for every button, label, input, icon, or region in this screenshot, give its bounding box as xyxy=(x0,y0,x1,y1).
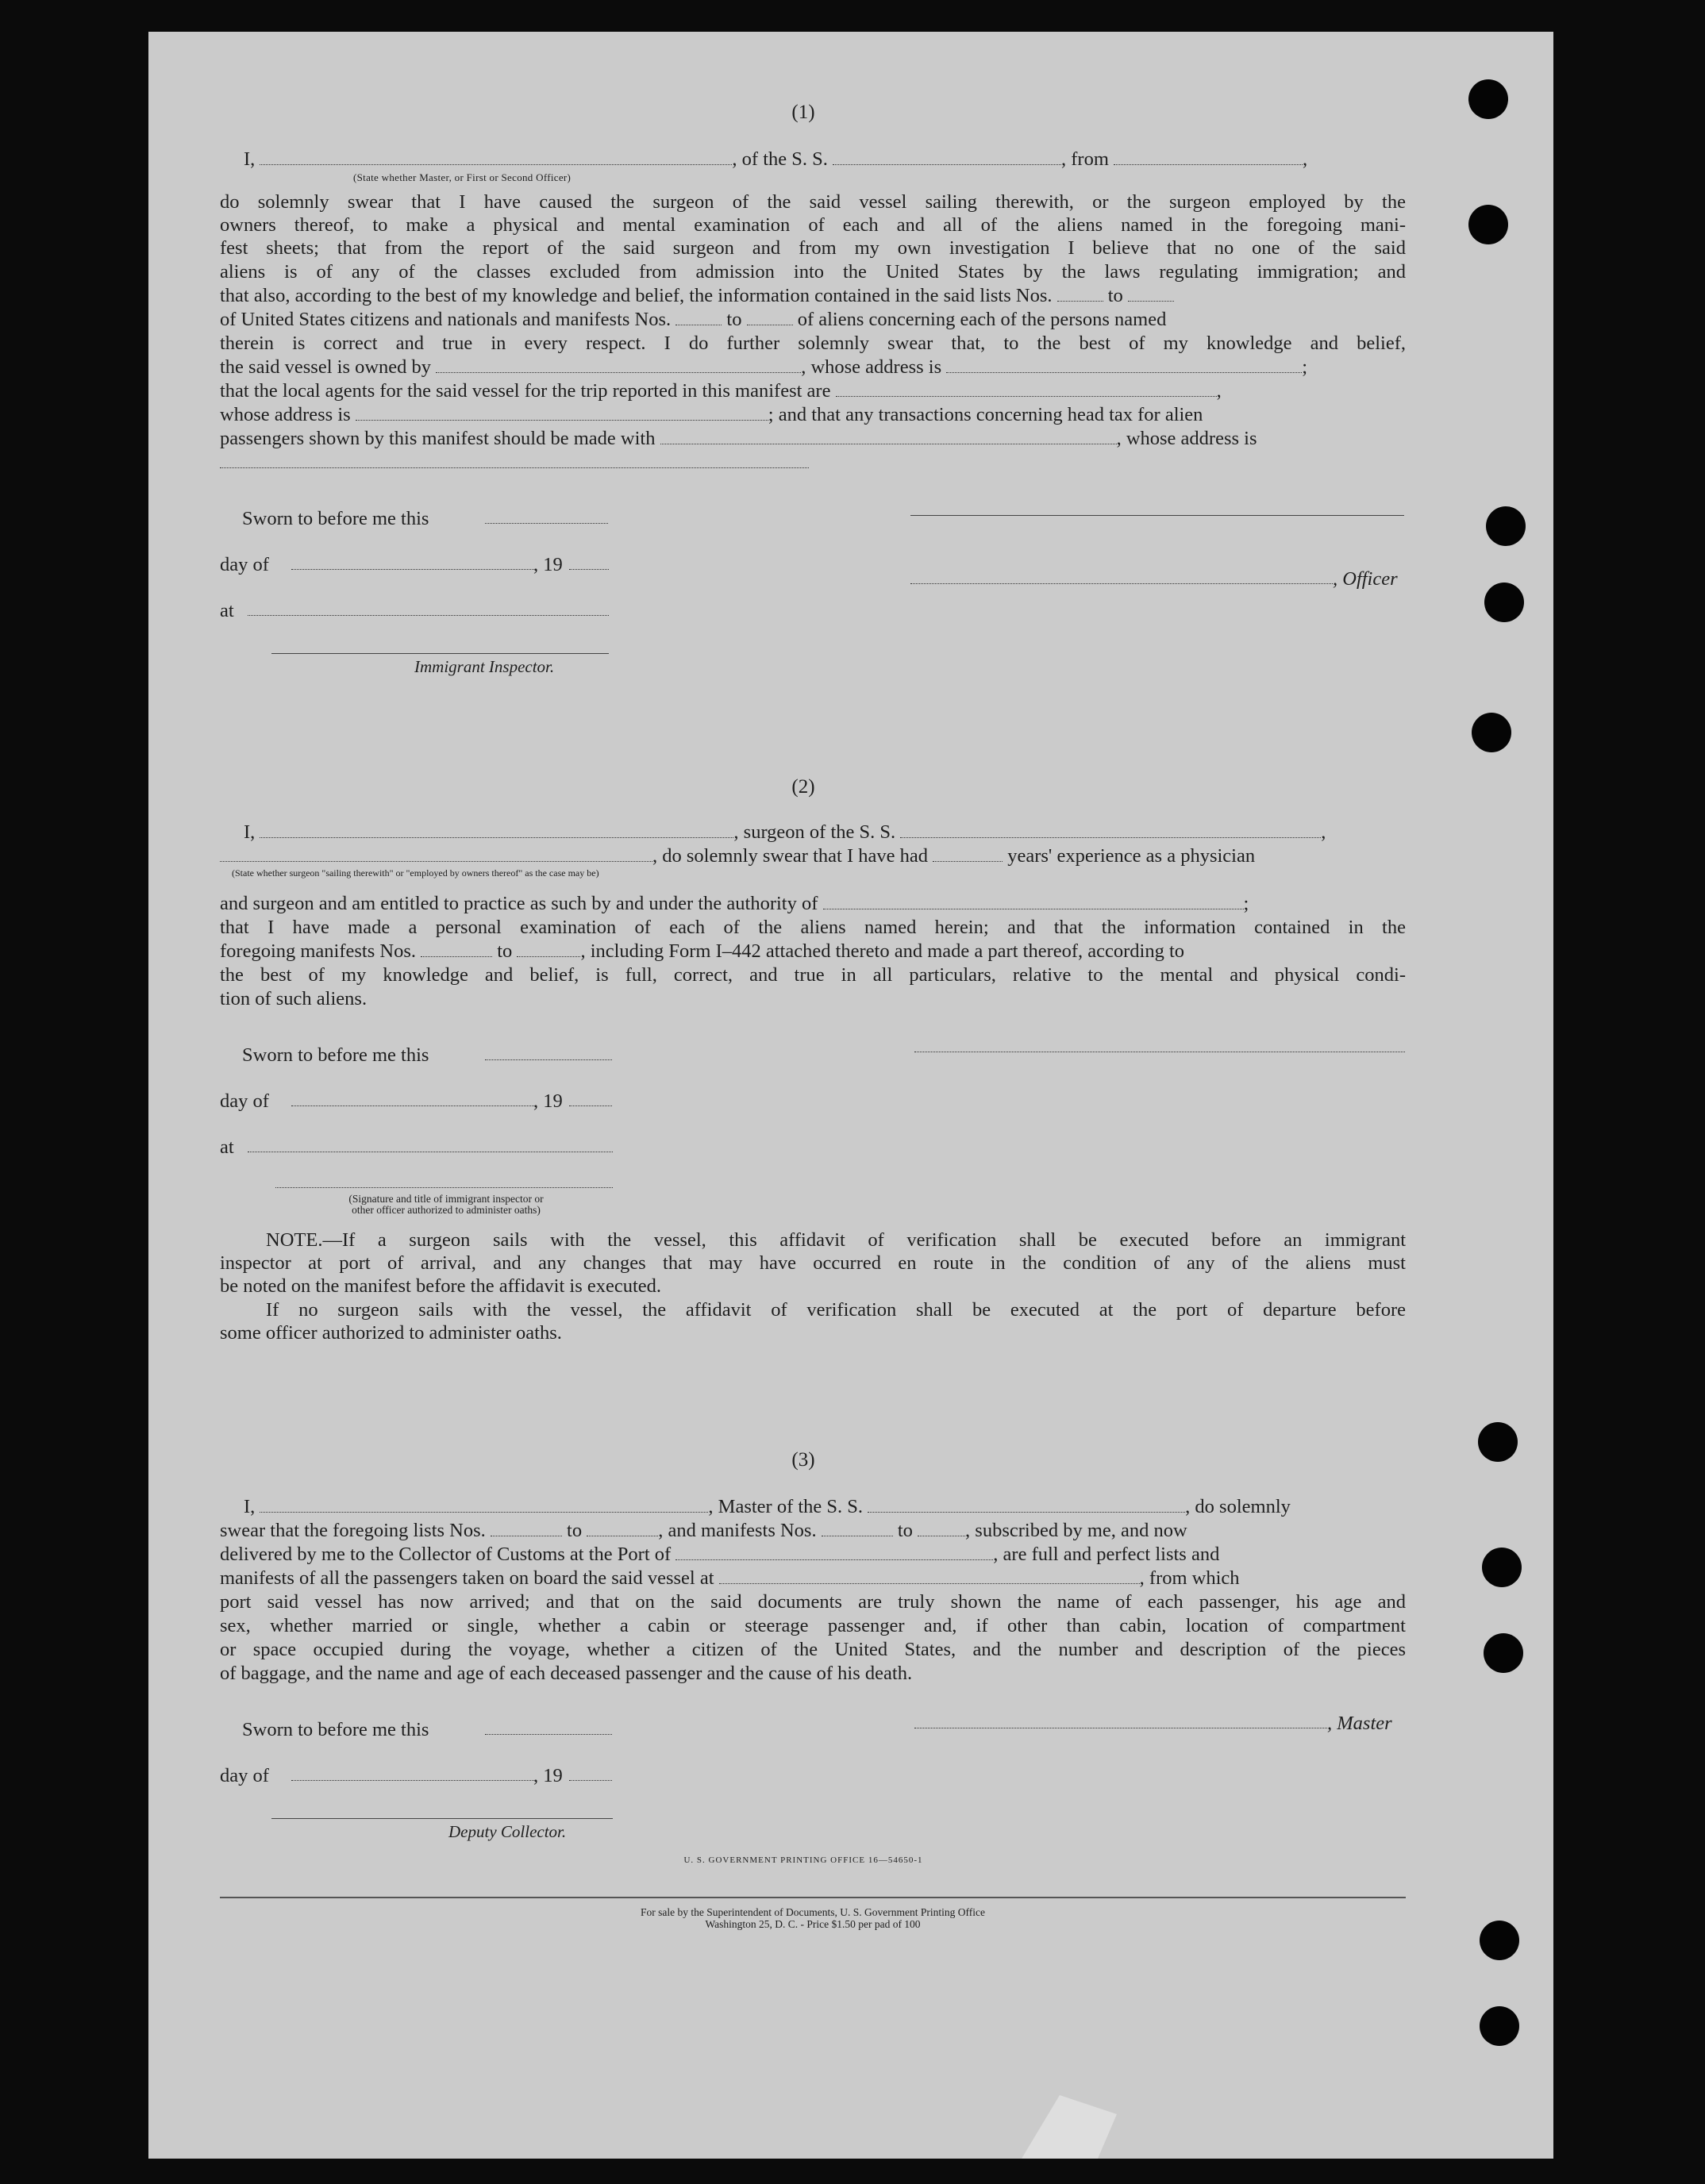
s1-headtax-address-blank[interactable] xyxy=(220,467,809,468)
s3-l2-c: , and manifests Nos. xyxy=(658,1520,817,1541)
s2-line-5 xyxy=(220,940,1406,963)
s3-line-7: or space occupied during the voyage, whether a citizen of the United States, and the number and description of the pieces xyxy=(220,1639,1406,1660)
s1-agents-address-blank[interactable] xyxy=(356,406,768,421)
s2-l3-a: and surgeon and am entitled to practice as such by and under the authority of xyxy=(220,893,818,914)
punch-hole xyxy=(1480,2006,1519,2046)
s1-line-6 xyxy=(220,284,1406,308)
s1-manifests-from-blank[interactable] xyxy=(675,310,722,325)
s2-state-note: (State whether surgeon "sailing therewith" or "employed by owners thereof" as the case may be) xyxy=(232,867,599,879)
s1-line-1 xyxy=(220,148,1406,171)
s2-l5-b: to xyxy=(497,940,513,962)
s3-l3-a: delivered by me to the Collector of Customs at the Port of xyxy=(220,1544,672,1565)
s3-master-label: , Master xyxy=(1327,1713,1392,1734)
s1-year-label: , 19 xyxy=(533,554,563,575)
s1-line-10 xyxy=(220,379,1406,403)
s3-collector-label: Deputy Collector. xyxy=(448,1822,567,1841)
s3-ship-blank[interactable] xyxy=(868,1498,1185,1513)
punch-hole xyxy=(1478,1422,1518,1462)
s2-inspector-signature-line[interactable] xyxy=(275,1186,613,1188)
punch-hole xyxy=(1480,1921,1519,1960)
s2-day-of-label: day of xyxy=(220,1090,269,1112)
note-line-5: some officer authorized to administer oaths. xyxy=(220,1322,562,1344)
s2-line-4: that I have made a personal examination of each of the aliens named herein; and that the information contained in the xyxy=(220,917,1406,938)
s2-manifests-from-blank[interactable] xyxy=(421,942,492,957)
sale-line-1: For sale by the Superintendent of Documents, U. S. Government Printing Office xyxy=(641,1906,985,1918)
s3-line-2 xyxy=(220,1519,1406,1543)
s1-agents-blank[interactable] xyxy=(836,382,1217,397)
s3-sworn-label: Sworn to before me this xyxy=(242,1719,429,1740)
s3-l2-e: , subscribed by me, and now xyxy=(965,1520,1187,1541)
s1-year-blank[interactable] xyxy=(569,568,609,570)
s1-inspector-label: Immigrant Inspector. xyxy=(414,657,555,676)
s1-sworn-label: Sworn to before me this xyxy=(242,508,429,529)
s2-year-label: , 19 xyxy=(533,1090,563,1112)
s1-at-blank[interactable] xyxy=(248,614,609,616)
note-line-4: If no surgeon sails with the vessel, the affidavit of verification shall be executed at the port of departure before xyxy=(266,1299,1406,1321)
s1-l1-b: , of the S. S. xyxy=(732,148,828,170)
s1-l12-a: passengers shown by this manifest should be made with xyxy=(220,428,656,449)
s1-l11-a: whose address is xyxy=(220,404,351,425)
punch-hole xyxy=(1482,1548,1522,1587)
s1-lists-to-blank[interactable] xyxy=(1128,286,1174,302)
s1-l7-a: of United States citizens and nationals and manifests Nos. xyxy=(220,309,672,330)
s1-line-2: do solemnly swear that I have caused the surgeon of the said vessel sailing therewith, or the surgeon employed by the xyxy=(220,191,1406,213)
s2-l2-a: , do solemnly swear that I have had xyxy=(652,845,928,867)
s1-signature-line[interactable] xyxy=(910,514,1404,516)
s2-l1-a: I, xyxy=(244,821,256,843)
s1-at-label: at xyxy=(220,600,234,621)
s1-l12-b: , whose address is xyxy=(1116,428,1257,449)
s2-manifests-to-blank[interactable] xyxy=(517,942,580,957)
s1-l1-c: , from xyxy=(1061,148,1109,170)
s3-line-5: port said vessel has now arrived; and that on the said documents are truly shown the name of each passenger, his age and xyxy=(220,1591,1406,1613)
s2-line-1 xyxy=(220,821,1406,844)
s1-l10-b: , xyxy=(1216,380,1222,402)
s3-l1-a: I, xyxy=(244,1496,256,1517)
punch-hole xyxy=(1486,506,1526,546)
s2-line-3 xyxy=(220,892,1406,916)
s1-line-12 xyxy=(220,427,1406,451)
s1-rank-blank[interactable] xyxy=(260,150,732,165)
s1-owner-blank[interactable] xyxy=(436,358,801,373)
s2-authority-blank[interactable] xyxy=(823,894,1244,909)
s1-line-3: owners thereof, to make a physical and mental examination of each and all of the aliens named in the foregoing mani- xyxy=(220,214,1406,236)
s1-l11-b: ; and that any transactions concerning head tax for alien xyxy=(768,404,1203,425)
s1-line-5: aliens is of any of the classes excluded from admission into the United States by the laws regulating immigration; and xyxy=(220,261,1406,283)
s2-sworn-label: Sworn to before me this xyxy=(242,1044,429,1066)
s2-ship-blank[interactable] xyxy=(900,823,1321,838)
s3-lists-to-blank[interactable] xyxy=(587,1521,658,1536)
s1-ship-blank[interactable] xyxy=(833,150,1061,165)
printer-imprint: U. S. GOVERNMENT PRINTING OFFICE 16—54650-1 xyxy=(683,1855,923,1865)
s3-boarded-at-blank[interactable] xyxy=(719,1569,1140,1584)
s2-at-blank[interactable] xyxy=(248,1151,613,1152)
punch-hole xyxy=(1472,713,1511,752)
s3-lists-from-blank[interactable] xyxy=(491,1521,562,1536)
s2-at-label: at xyxy=(220,1136,234,1158)
s3-l2-a: swear that the foregoing lists Nos. xyxy=(220,1520,486,1541)
s1-l9-a: the said vessel is owned by xyxy=(220,356,432,378)
s3-manifests-from-blank[interactable] xyxy=(822,1521,893,1536)
s1-l7-c: of aliens concerning each of the persons named xyxy=(797,309,1167,330)
s3-master-signature-blank[interactable] xyxy=(914,1727,1327,1728)
s1-l9-b: , whose address is xyxy=(801,356,942,378)
s1-line-4: fest sheets; that from the report of the said surgeon and from my own investigation I believe that no one of the said xyxy=(220,237,1406,259)
s3-l1-b: , Master of the S. S. xyxy=(708,1496,864,1517)
s2-l5-c: , including Form I–442 attached thereto and made a part thereof, according to xyxy=(580,940,1185,962)
s2-status-blank[interactable] xyxy=(220,847,652,862)
s3-line-6: sex, whether married or single, whether a cabin or steerage passenger and, if other than cabin, location of compartment xyxy=(220,1615,1406,1636)
s2-sig-note-1: (Signature and title of immigrant inspector or xyxy=(348,1193,544,1205)
s1-manifests-to-blank[interactable] xyxy=(747,310,793,325)
footer-rule xyxy=(220,1897,1406,1898)
s3-master-blank[interactable] xyxy=(260,1498,708,1513)
s1-sworn-blank[interactable] xyxy=(485,522,608,524)
s2-surgeon-blank[interactable] xyxy=(260,823,733,838)
s3-l1-c: , do solemnly xyxy=(1185,1496,1291,1517)
paper-tear xyxy=(1022,2095,1117,2159)
sale-line-2: Washington 25, D. C. - Price $1.50 per pad of 100 xyxy=(705,1918,921,1930)
s1-line-11 xyxy=(220,403,1406,427)
s3-l2-d: to xyxy=(897,1520,913,1541)
punch-hole xyxy=(1468,205,1508,244)
punch-hole xyxy=(1468,79,1508,119)
s1-l1-d: , xyxy=(1303,148,1308,170)
s3-collector-signature-line[interactable] xyxy=(271,1817,613,1819)
s1-line-8: therein is correct and true in every respect. I do further solemnly swear that, to the best of my knowledge and belief, xyxy=(220,333,1406,354)
s1-l9-c: ; xyxy=(1302,356,1308,378)
s1-from-blank[interactable] xyxy=(1114,150,1303,165)
s2-l1-c: , xyxy=(1321,821,1326,843)
s1-inspector-signature-line[interactable] xyxy=(271,652,609,654)
s3-day-blank[interactable] xyxy=(291,1779,536,1781)
note-line-1: NOTE.—If a surgeon sails with the vessel, this affidavit of verification shall be executed before an immigrant xyxy=(266,1229,1406,1251)
s3-l3-b: , are full and perfect lists and xyxy=(993,1544,1220,1565)
s3-year-label: , 19 xyxy=(533,1765,563,1786)
note-line-3: be noted on the manifest before the affidavit is executed. xyxy=(220,1275,662,1297)
s1-day-blank[interactable] xyxy=(291,568,536,570)
s2-l2-b: years' experience as a physician xyxy=(1007,845,1256,867)
s1-l7-b: to xyxy=(726,309,742,330)
s3-l4-a: manifests of all the passengers taken on board the said vessel at xyxy=(220,1567,714,1589)
s1-l1-a: I, xyxy=(244,148,256,170)
s2-sig-note-2: other officer authorized to administer oaths) xyxy=(352,1204,541,1216)
s1-officer-blank[interactable] xyxy=(910,583,1333,584)
s3-line-1 xyxy=(220,1495,1406,1519)
s2-l5-a: foregoing manifests Nos. xyxy=(220,940,416,962)
section-2-number: (2) xyxy=(791,776,815,798)
s2-signature-line[interactable] xyxy=(914,1051,1405,1052)
s2-line-2 xyxy=(220,844,1406,868)
punch-hole xyxy=(1484,1633,1523,1673)
section-3-number: (3) xyxy=(791,1449,815,1471)
note-line-2: inspector at port of arrival, and any changes that may have occurred en route in the condition of any of the aliens must xyxy=(220,1252,1406,1274)
form-page xyxy=(148,32,1553,2159)
s1-l10-a: that the local agents for the said vessel for the trip reported in this manifest are xyxy=(220,380,831,402)
s2-line-6: the best of my knowledge and belief, is full, correct, and true in all particulars, relative to the mental and physical condi- xyxy=(220,964,1406,986)
s3-sworn-blank[interactable] xyxy=(485,1733,612,1735)
punch-hole xyxy=(1484,583,1524,622)
s1-l6-b: to xyxy=(1107,285,1123,306)
s3-manifests-to-blank[interactable] xyxy=(918,1521,965,1536)
s1-owner-address-blank[interactable] xyxy=(946,358,1302,373)
s3-l4-b: , from which xyxy=(1139,1567,1240,1589)
s3-line-4 xyxy=(220,1567,1406,1590)
s2-l1-b: , surgeon of the S. S. xyxy=(733,821,896,843)
s1-lists-from-blank[interactable] xyxy=(1057,286,1103,302)
section-1-number: (1) xyxy=(791,102,815,123)
s2-line-7: tion of such aliens. xyxy=(220,988,368,1009)
s2-sworn-blank[interactable] xyxy=(485,1059,612,1060)
s2-day-blank[interactable] xyxy=(291,1105,536,1106)
s3-year-blank[interactable] xyxy=(569,1779,612,1781)
s1-state-note: (State whether Master, or First or Second Officer) xyxy=(353,171,572,183)
s1-line-9 xyxy=(220,356,1406,379)
s3-line-3 xyxy=(220,1543,1406,1567)
s3-day-of-label: day of xyxy=(220,1765,269,1786)
s1-day-of-label: day of xyxy=(220,554,269,575)
s3-l2-b: to xyxy=(567,1520,583,1541)
s1-l6-a: that also, according to the best of my knowledge and belief, the information contained in the said lists Nos. xyxy=(220,285,1053,306)
s1-headtax-blank[interactable] xyxy=(660,429,1117,444)
s3-line-8: of baggage, and the name and age of each deceased passenger and the cause of his death. xyxy=(220,1663,913,1684)
s1-officer-label: , Officer xyxy=(1333,568,1398,590)
s2-years-blank[interactable] xyxy=(933,847,1003,862)
s2-year-blank[interactable] xyxy=(569,1105,612,1106)
s2-sig-note xyxy=(279,1194,613,1216)
s2-l3-b: ; xyxy=(1243,893,1249,914)
s3-port-blank[interactable] xyxy=(675,1545,993,1560)
s1-line-7 xyxy=(220,308,1406,332)
